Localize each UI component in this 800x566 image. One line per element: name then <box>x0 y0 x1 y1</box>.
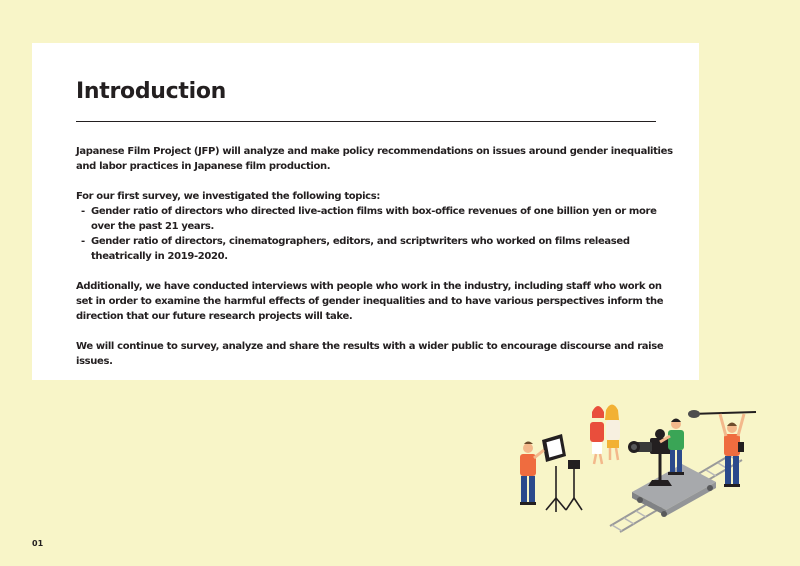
topic-list <box>76 204 676 264</box>
topic-text: Gender ratio of directors who directed live-action films with box-office revenues of one billion yen or more over the past 21 years. <box>91 206 657 232</box>
title-divider <box>76 121 656 122</box>
closing-paragraph: We will continue to survey, analyze and share the results with a wider public to encourage discourse and raise issues. <box>76 341 664 367</box>
topic-item <box>76 204 676 234</box>
content-card <box>32 43 699 380</box>
topic-text: Gender ratio of directors, cinematographers, editors, and scriptwriters who worked on films released theatrically in 2019-2020. <box>91 236 630 262</box>
dash-bullet-icon: - <box>81 236 85 247</box>
topic-item <box>76 234 676 264</box>
page-number: 01 <box>32 539 44 548</box>
page-title: Introduction <box>76 79 227 104</box>
film-crew-illustration-icon <box>510 398 766 534</box>
survey-lead: For our first survey, we investigated the following topics: <box>76 191 380 202</box>
body-text <box>76 144 676 384</box>
intro-paragraph: Japanese Film Project (JFP) will analyze and make policy recommendations on issues around gender inequalities and labor practices in Japanese film production. <box>76 146 673 172</box>
dash-bullet-icon: - <box>81 206 85 217</box>
interviews-paragraph: Additionally, we have conducted interviews with people who work in the industry, including staff who work on set in order to examine the harmful effects of gender inequalities and to have various perspectives inform the direction that our future research projects will take. <box>76 281 664 322</box>
